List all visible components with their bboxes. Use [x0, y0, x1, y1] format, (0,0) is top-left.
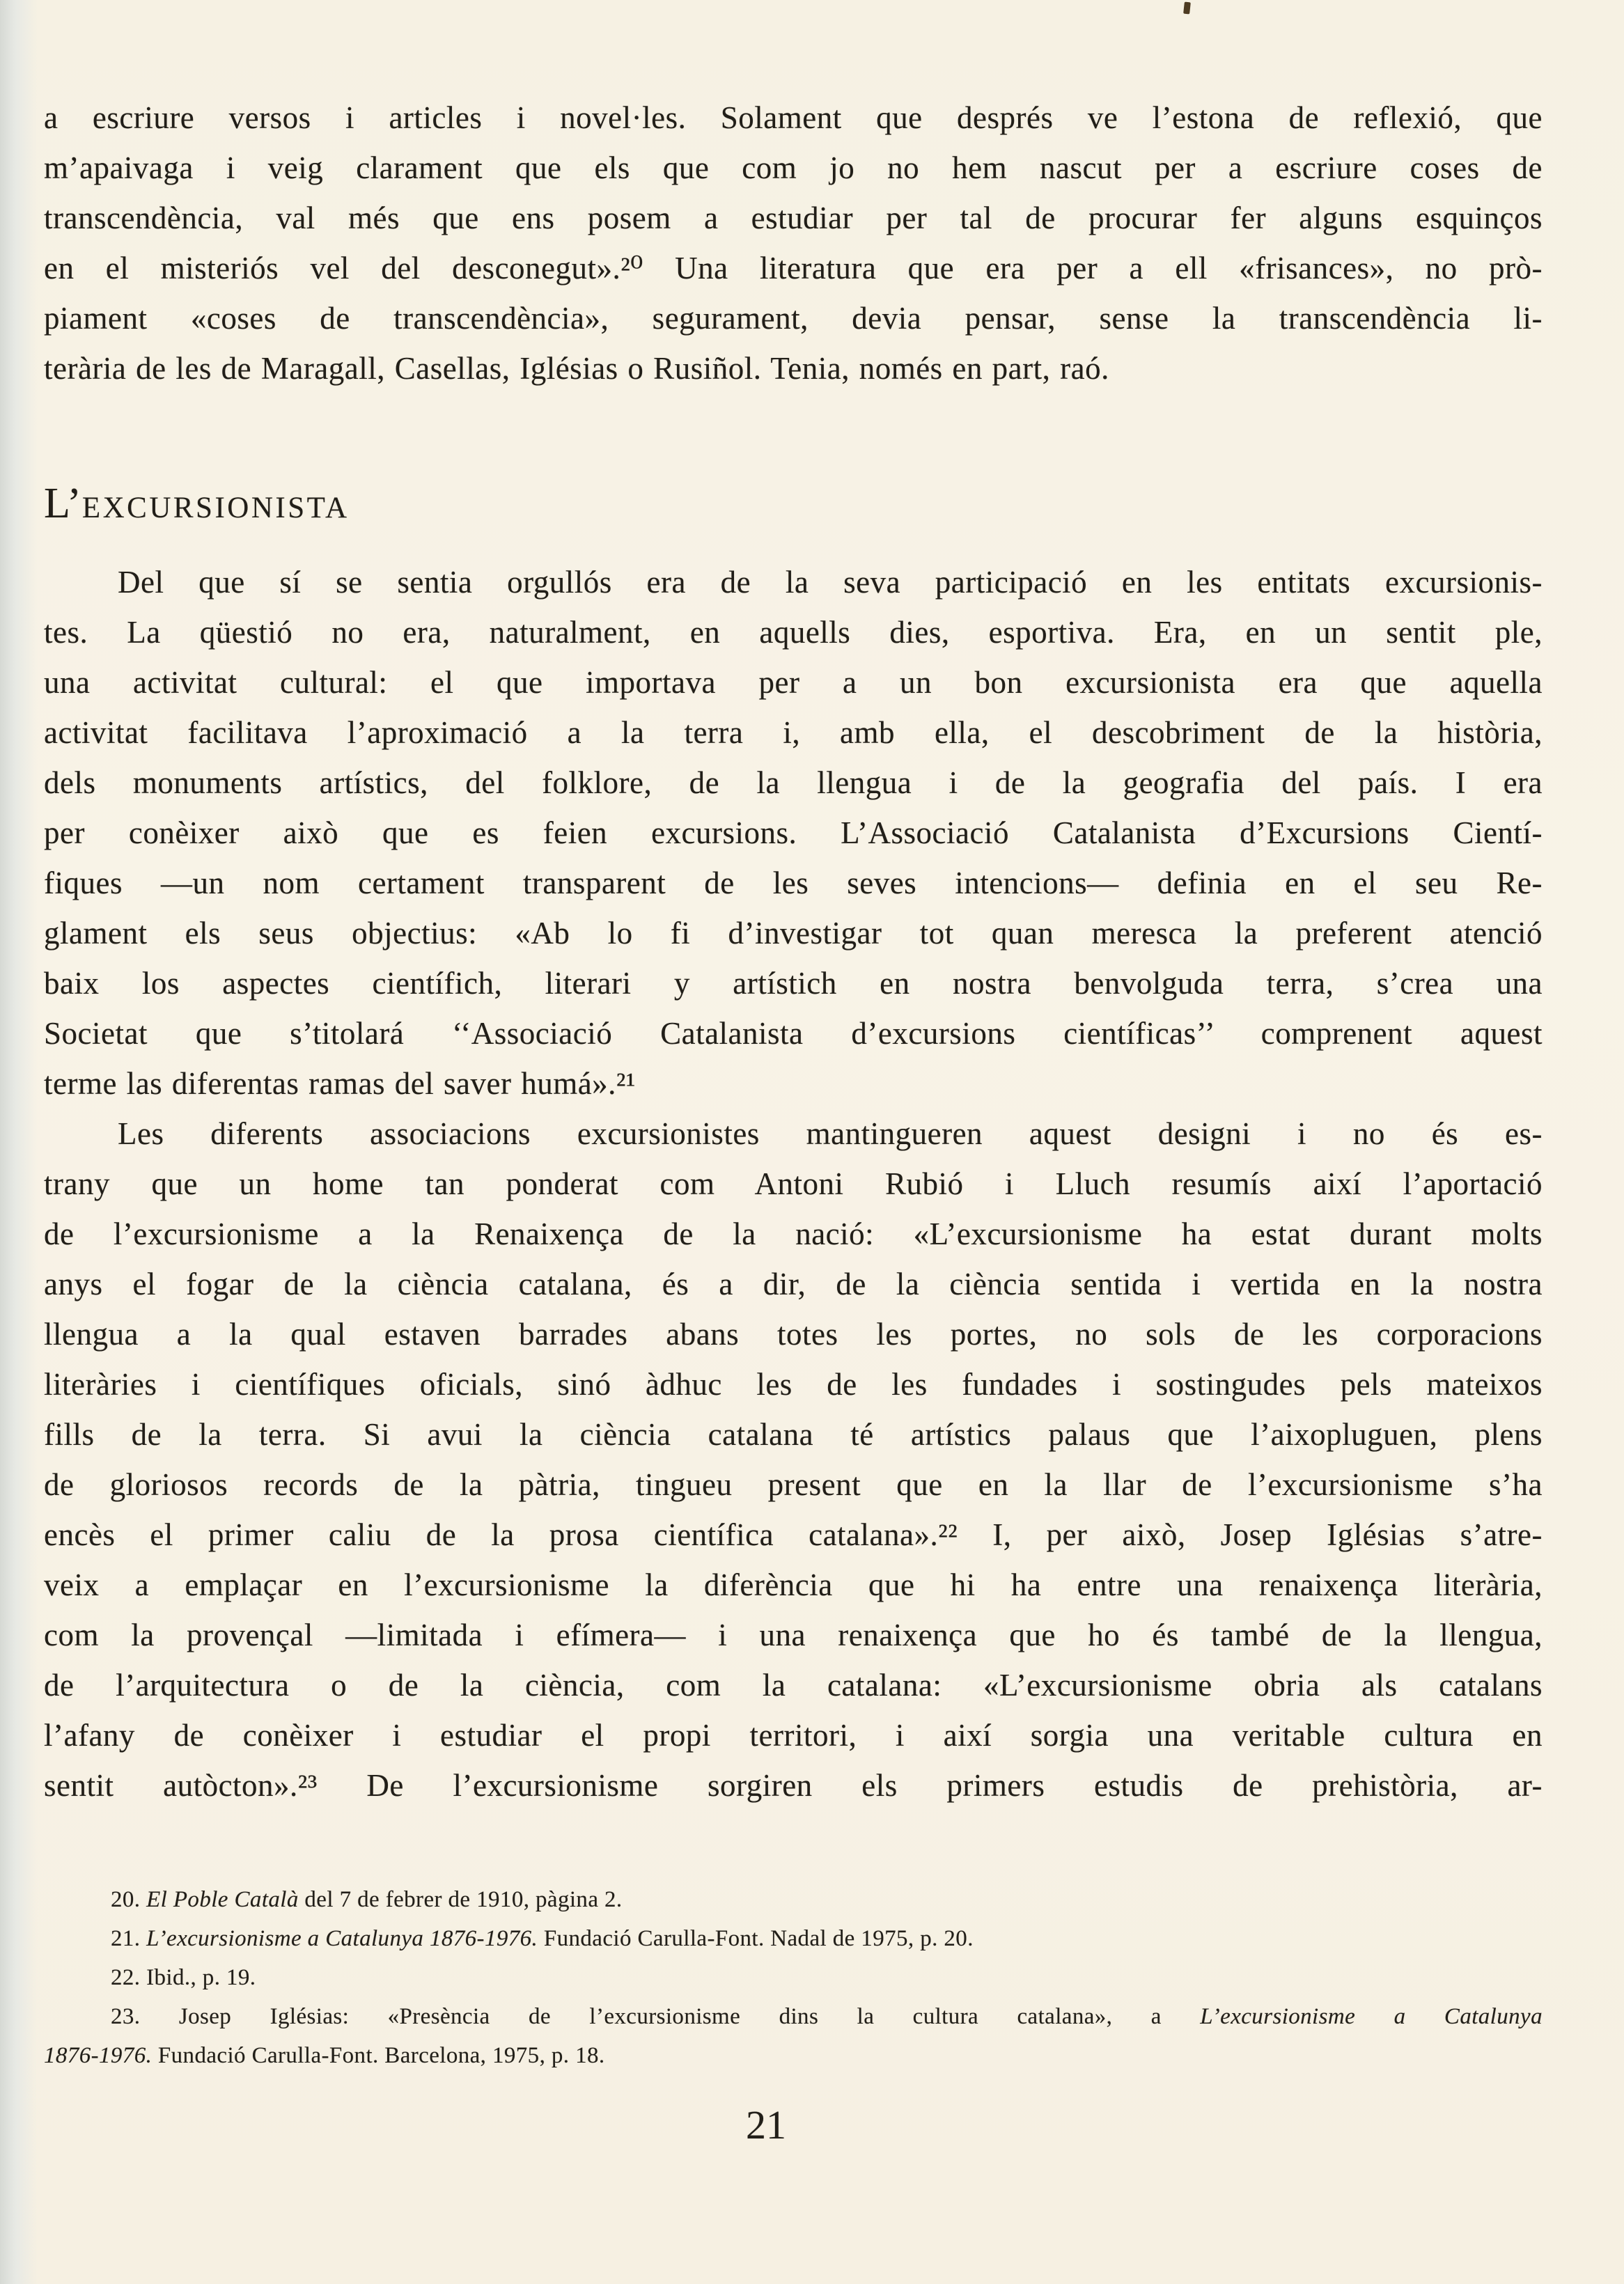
text-line: dels monuments artístics, del folklore, de la llengua i de la geografia del país. I era: [44, 765, 1543, 800]
footnote-title-italic: L’excursionisme a Catalunya: [1200, 2004, 1543, 2029]
text-line: per conèixer això que es feien excursions. L’Associació Catalanista d’Excursions Cientí-: [44, 815, 1543, 850]
section-heading-initial: L’: [44, 480, 82, 527]
footnote-title-italic: 1876-1976.: [44, 2043, 153, 2068]
section-heading-smallcaps: EXCURSIONISTA: [81, 492, 350, 524]
text-line: en el misteriós vel del desconegut».²⁰ Una literatura que era per a ell «frisances», no prò-: [44, 251, 1543, 286]
footnote-continuation: [44, 2036, 1543, 2075]
footnote-text: del 7 de febrer de 1910, pàgina 2.: [298, 1887, 623, 1912]
footnote-text: Fundació Carulla-Font. Barcelona, 1975, p. 18.: [152, 2043, 605, 2068]
text-line: Les diferents associacions excursionistes mantingueren aquest designi i no és es-: [118, 1116, 1543, 1151]
text-line: Del que sí se sentia orgullós era de la seva participació en les entitats excursionis-: [118, 565, 1543, 600]
text-line: transcendència, val més que ens posem a estudiar per tal de procurar fer alguns esquinços: [44, 201, 1543, 235]
text-line: piament «coses de transcendència», segurament, devia pensar, sense la transcendència li-: [44, 301, 1543, 336]
footnote: [44, 1880, 1543, 1919]
text-line: anys el fogar de la ciència catalana, és a dir, de la ciència sentida i vertida en la nostra: [44, 1267, 1543, 1301]
text-line: m’apaivaga i veig clarament que els que com jo no hem nascut per a escriure coses de: [44, 150, 1543, 185]
text-line: de l’excursionisme a la Renaixença de la nació: «L’excursionisme ha estat durant molts: [44, 1217, 1543, 1251]
text-line: a escriure versos i articles i novel·les. Solament que després ve l’estona de reflexió, que: [44, 100, 1543, 135]
footnote: [44, 1997, 1543, 2036]
ink-speck: [1183, 2, 1191, 15]
text-line: veix a emplaçar en l’excursionisme la diferència que hi ha entre una renaixença literària,: [44, 1567, 1543, 1602]
footnote-text: 23. Josep Iglésias: «Presència de l’excursionisme dins la cultura catalana», a: [111, 2004, 1201, 2029]
text-line: llengua a la qual estaven barrades abans totes les portes, no sols de les corporacions: [44, 1317, 1543, 1352]
page-gutter-shadow: [0, 0, 38, 2284]
text-line: tes. La qüestió no era, naturalment, en aquells dies, esportiva. Era, en un sentit ple,: [44, 615, 1543, 650]
text-line: l’afany de conèixer i estudiar el propi territori, i així sorgia una veritable cultura en: [44, 1718, 1543, 1753]
section-heading: [44, 479, 1543, 529]
text-line: sentit autòcton».²³ De l’excursionisme sorgiren els primers estudis de prehistòria, ar-: [44, 1768, 1543, 1803]
text-line: fiques —un nom certament transparent de les seves intencions— definia en el seu Re-: [44, 866, 1543, 900]
footnote: [44, 1958, 1543, 1997]
footnote-title-italic: El Poble Català: [140, 1887, 299, 1912]
text-line: glament els seus objectius: «Ab lo fi d’investigar tot quan meresca la preferent atenció: [44, 916, 1543, 951]
page-number: 21: [746, 2102, 786, 2148]
text-line: terme las diferentas ramas del saver humá».²¹: [44, 1066, 636, 1101]
paragraph-intro: [44, 93, 1543, 393]
footnote-title-italic: L’excursionisme a Catalunya 1876-1976.: [140, 1926, 538, 1951]
footnote: [44, 1919, 1543, 1958]
text-line: activitat facilitava l’aproximació a la terra i, amb ella, el descobriment de la història,: [44, 715, 1543, 750]
text-line: una activitat cultural: el que importava per a un bon excursionista era que aquella: [44, 665, 1543, 700]
text-line: de l’arquitectura o de la ciència, com la catalana: «L’excursionisme obria als catalans: [44, 1668, 1543, 1703]
text-line: com la provençal —limitada i efímera— i una renaixença que ho és també de la llengua,: [44, 1618, 1543, 1652]
text-line: terària de les de Maragall, Casellas, Iglésias o Rusiñol. Tenia, només en part, raó.: [44, 351, 1109, 386]
paragraph-excursionista-1: [44, 557, 1543, 1109]
footnote-number: 21.: [111, 1926, 141, 1951]
footnote-number: 20.: [111, 1887, 141, 1912]
text-line: trany que un home tan ponderat com Antoni Rubió i Lluch resumís així l’aportació: [44, 1166, 1543, 1201]
footnotes-block: [44, 1880, 1543, 2075]
text-line: literàries i científiques oficials, sinó àdhuc les de les fundades i sostingudes pels mateixos: [44, 1367, 1543, 1402]
footnote-text: Ibid., p. 19.: [140, 1965, 256, 1990]
text-line: de gloriosos records de la pàtria, tingueu present que en la llar de l’excursionisme s’ha: [44, 1467, 1543, 1502]
paragraph-excursionista-2: [44, 1109, 1543, 1810]
text-line: fills de la terra. Si avui la ciència catalana té artístics palaus que l’aixopluguen, plens: [44, 1417, 1543, 1452]
text-line: Societat que s’titolará ‘‘Associació Catalanista d’excursions científicas’’ comprenent aquest: [44, 1016, 1543, 1051]
text-line: encès el primer caliu de la prosa científica catalana».²² I, per això, Josep Iglésias s’atre-: [44, 1517, 1543, 1552]
text-line: baix los aspectes científich, literari y artístich en nostra benvolguda terra, s’crea una: [44, 966, 1543, 1001]
footnote-number: 22.: [111, 1965, 141, 1990]
footnote-text: Fundació Carulla-Font. Nadal de 1975, p. 20.: [538, 1926, 974, 1951]
